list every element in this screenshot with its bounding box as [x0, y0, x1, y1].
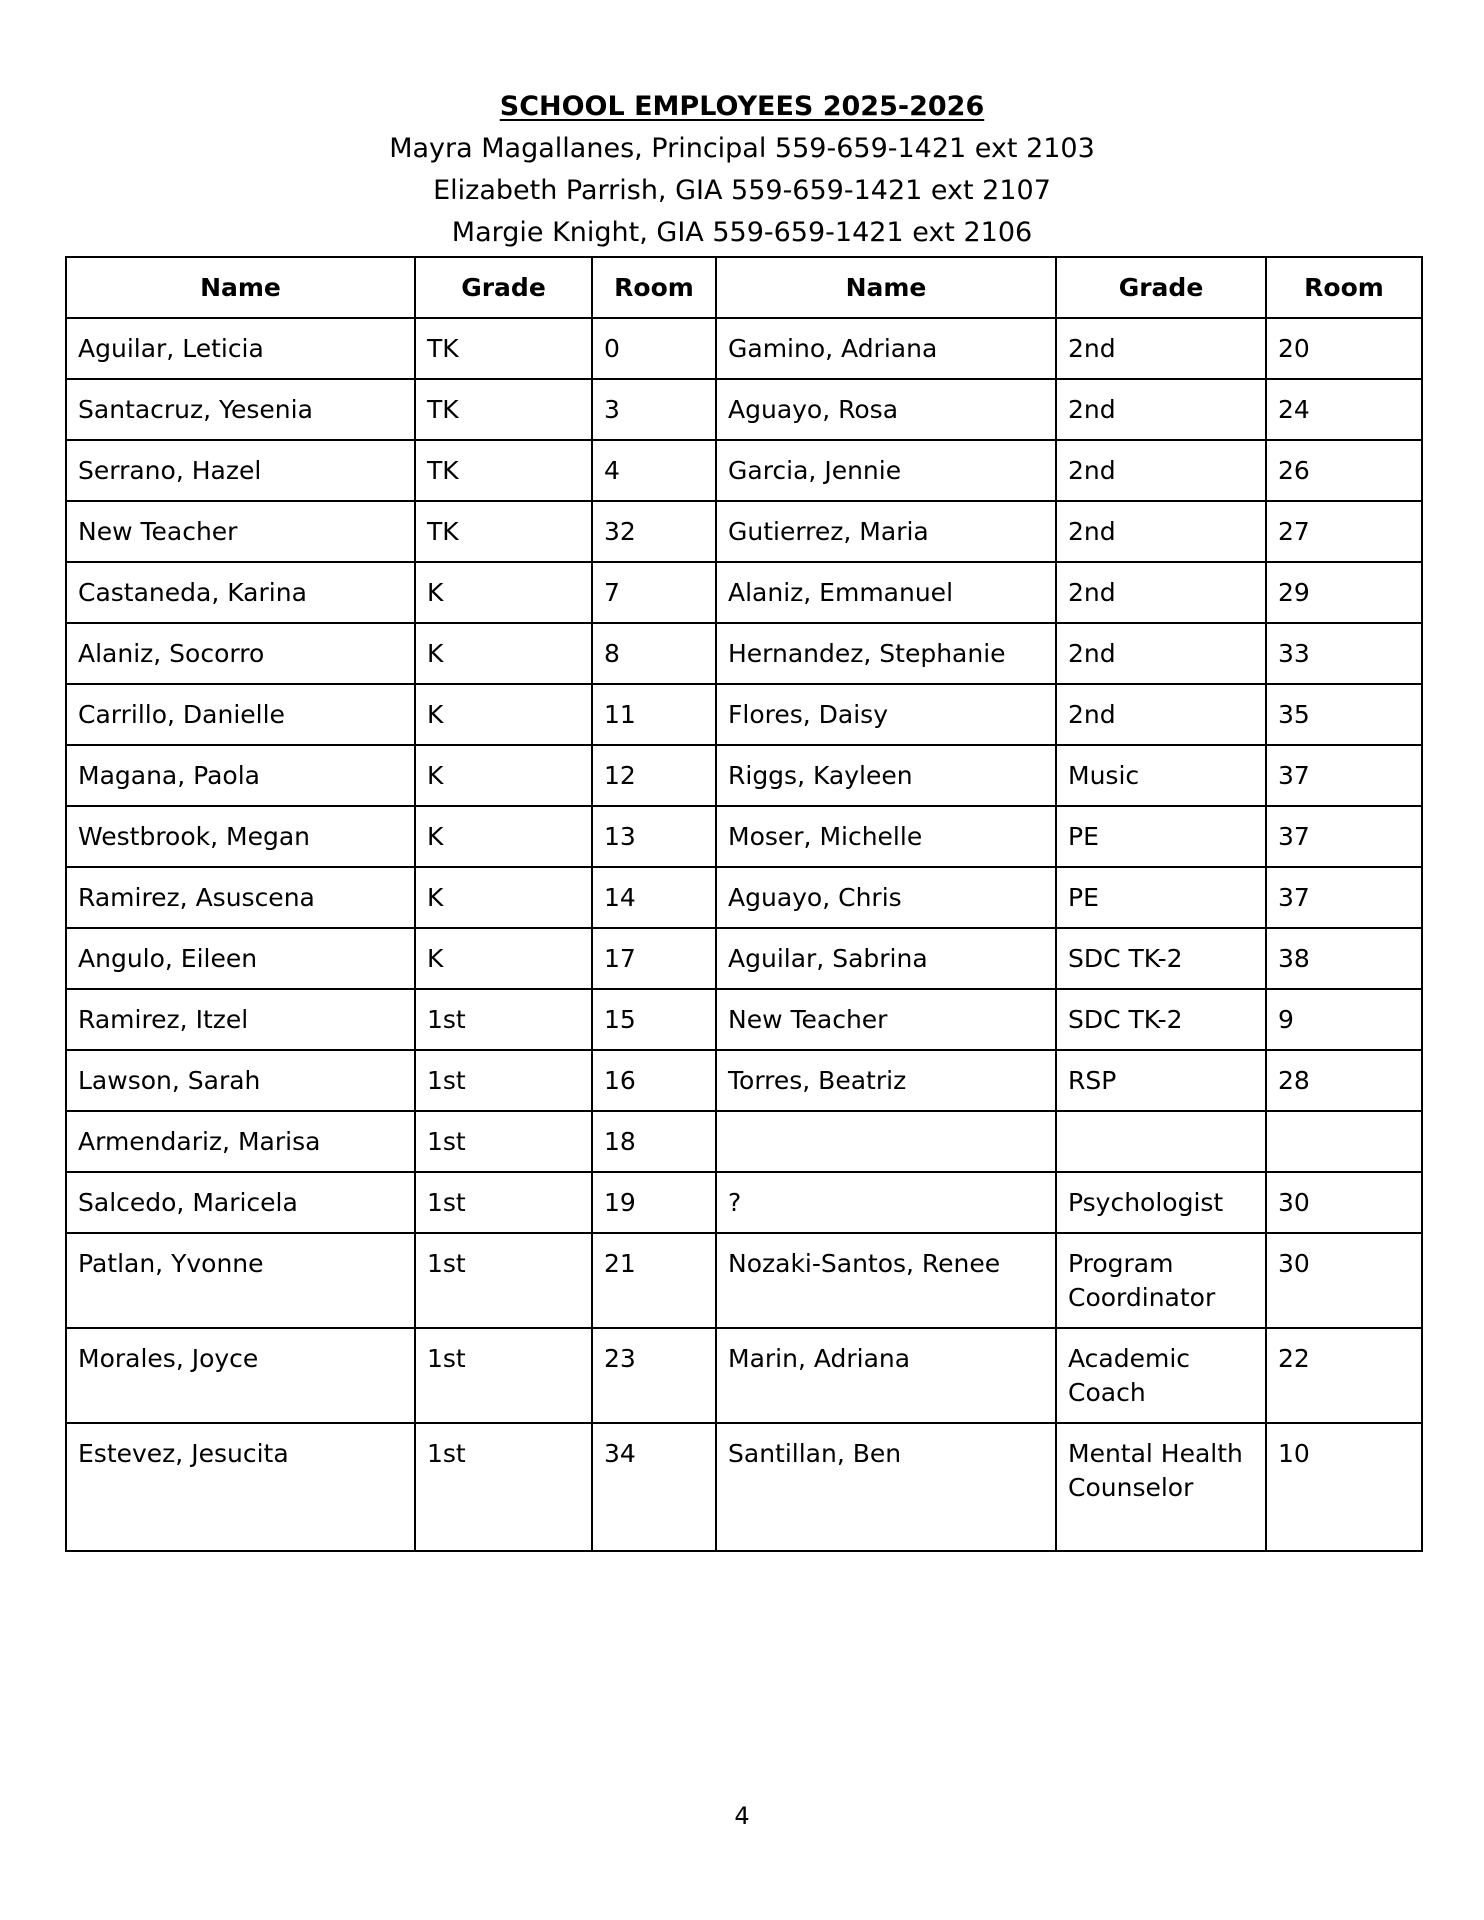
cell-grade: SDC TK-2 [1056, 928, 1266, 989]
cell-room: 29 [1266, 562, 1422, 623]
cell-room: 23 [592, 1328, 716, 1423]
cell-grade: Mental Health Counselor [1056, 1423, 1266, 1551]
cell-room: 37 [1266, 745, 1422, 806]
cell-grade: TK [415, 501, 592, 562]
cell-room: 37 [1266, 806, 1422, 867]
document-header [0, 86, 1484, 254]
cell-name [716, 1111, 1056, 1172]
table-row [66, 989, 1422, 1050]
table-row [66, 684, 1422, 745]
cell-room: 13 [592, 806, 716, 867]
cell-grade: 1st [415, 1233, 592, 1328]
cell-name: Gamino, Adriana [716, 318, 1056, 379]
cell-grade: 2nd [1056, 318, 1266, 379]
cell-grade: 1st [415, 1050, 592, 1111]
cell-room: 37 [1266, 867, 1422, 928]
table-row [66, 1233, 1422, 1328]
page-title: SCHOOL EMPLOYEES 2025-2026 [499, 91, 985, 122]
cell-grade: 1st [415, 1423, 592, 1551]
cell-grade: Academic Coach [1056, 1328, 1266, 1423]
cell-name: Riggs, Kayleen [716, 745, 1056, 806]
cell-grade: 1st [415, 1172, 592, 1233]
cell-name: Magana, Paola [66, 745, 415, 806]
table-row [66, 1111, 1422, 1172]
cell-name: Westbrook, Megan [66, 806, 415, 867]
cell-name: Morales, Joyce [66, 1328, 415, 1423]
cell-room: 32 [592, 501, 716, 562]
cell-grade: TK [415, 379, 592, 440]
column-header-room: Room [1266, 257, 1422, 318]
cell-grade: K [415, 623, 592, 684]
cell-room: 15 [592, 989, 716, 1050]
cell-name: Ramirez, Itzel [66, 989, 415, 1050]
cell-grade: 1st [415, 1111, 592, 1172]
cell-room: 19 [592, 1172, 716, 1233]
table-row [66, 318, 1422, 379]
table-row [66, 928, 1422, 989]
cell-name: Nozaki-Santos, Renee [716, 1233, 1056, 1328]
cell-name: Ramirez, Asuscena [66, 867, 415, 928]
cell-room: 24 [1266, 379, 1422, 440]
cell-room: 16 [592, 1050, 716, 1111]
cell-room: 10 [1266, 1423, 1422, 1551]
table-row [66, 1050, 1422, 1111]
table-row [66, 379, 1422, 440]
cell-room: 38 [1266, 928, 1422, 989]
cell-grade: TK [415, 440, 592, 501]
gia-contact-parrish: Elizabeth Parrish, GIA 559-659-1421 ext 2107 [433, 175, 1051, 206]
cell-name: ? [716, 1172, 1056, 1233]
column-header-grade: Grade [1056, 257, 1266, 318]
cell-name: Serrano, Hazel [66, 440, 415, 501]
cell-room: 14 [592, 867, 716, 928]
cell-grade: K [415, 806, 592, 867]
cell-grade: SDC TK-2 [1056, 989, 1266, 1050]
cell-name: Angulo, Eileen [66, 928, 415, 989]
cell-grade [1056, 1111, 1266, 1172]
cell-room: 7 [592, 562, 716, 623]
cell-room: 30 [1266, 1233, 1422, 1328]
cell-room: 26 [1266, 440, 1422, 501]
table-row [66, 867, 1422, 928]
cell-grade: 2nd [1056, 684, 1266, 745]
column-header-grade: Grade [415, 257, 592, 318]
table-row [66, 623, 1422, 684]
table-header-row [66, 257, 1422, 318]
cell-grade: K [415, 867, 592, 928]
cell-room: 17 [592, 928, 716, 989]
column-header-name: Name [66, 257, 415, 318]
cell-grade: 2nd [1056, 562, 1266, 623]
cell-room: 0 [592, 318, 716, 379]
table-body [66, 318, 1422, 1551]
cell-grade: TK [415, 318, 592, 379]
cell-room: 33 [1266, 623, 1422, 684]
cell-name: Alaniz, Socorro [66, 623, 415, 684]
cell-name: Marin, Adriana [716, 1328, 1056, 1423]
cell-room: 21 [592, 1233, 716, 1328]
cell-room: 34 [592, 1423, 716, 1551]
cell-name: Carrillo, Danielle [66, 684, 415, 745]
employee-table [65, 256, 1423, 1552]
table-row [66, 562, 1422, 623]
cell-name: Salcedo, Maricela [66, 1172, 415, 1233]
cell-name: Castaneda, Karina [66, 562, 415, 623]
table-row [66, 1172, 1422, 1233]
cell-name: Gutierrez, Maria [716, 501, 1056, 562]
cell-name: Aguilar, Sabrina [716, 928, 1056, 989]
column-header-name: Name [716, 257, 1056, 318]
cell-name: Alaniz, Emmanuel [716, 562, 1056, 623]
cell-name: New Teacher [716, 989, 1056, 1050]
cell-room: 3 [592, 379, 716, 440]
cell-room: 12 [592, 745, 716, 806]
cell-grade: 1st [415, 989, 592, 1050]
cell-grade: K [415, 745, 592, 806]
column-header-room: Room [592, 257, 716, 318]
cell-name: Moser, Michelle [716, 806, 1056, 867]
cell-room: 4 [592, 440, 716, 501]
cell-name: Estevez, Jesucita [66, 1423, 415, 1551]
cell-name: Aguayo, Chris [716, 867, 1056, 928]
table-row [66, 440, 1422, 501]
cell-name: Santillan, Ben [716, 1423, 1056, 1551]
cell-room: 30 [1266, 1172, 1422, 1233]
cell-grade: Music [1056, 745, 1266, 806]
page-number: 4 [734, 1802, 750, 1830]
cell-room: 11 [592, 684, 716, 745]
cell-name: Patlan, Yvonne [66, 1233, 415, 1328]
cell-name: Santacruz, Yesenia [66, 379, 415, 440]
cell-name: Aguilar, Leticia [66, 318, 415, 379]
cell-room: 22 [1266, 1328, 1422, 1423]
table-row [66, 501, 1422, 562]
table-row [66, 806, 1422, 867]
cell-grade: 2nd [1056, 440, 1266, 501]
cell-name: Lawson, Sarah [66, 1050, 415, 1111]
cell-name: Aguayo, Rosa [716, 379, 1056, 440]
table-row [66, 745, 1422, 806]
cell-grade: 2nd [1056, 501, 1266, 562]
cell-name: New Teacher [66, 501, 415, 562]
cell-grade: PE [1056, 867, 1266, 928]
cell-room: 8 [592, 623, 716, 684]
table-row [66, 1423, 1422, 1551]
cell-name: Hernandez, Stephanie [716, 623, 1056, 684]
cell-room: 28 [1266, 1050, 1422, 1111]
cell-grade: Psychologist [1056, 1172, 1266, 1233]
cell-name: Torres, Beatriz [716, 1050, 1056, 1111]
cell-grade: 1st [415, 1328, 592, 1423]
cell-room [1266, 1111, 1422, 1172]
cell-room: 27 [1266, 501, 1422, 562]
cell-grade: K [415, 562, 592, 623]
cell-name: Flores, Daisy [716, 684, 1056, 745]
cell-room: 18 [592, 1111, 716, 1172]
cell-room: 20 [1266, 318, 1422, 379]
cell-grade: K [415, 928, 592, 989]
cell-grade: Program Coordinator [1056, 1233, 1266, 1328]
cell-name: Armendariz, Marisa [66, 1111, 415, 1172]
cell-name: Garcia, Jennie [716, 440, 1056, 501]
cell-grade: K [415, 684, 592, 745]
gia-contact-knight: Margie Knight, GIA 559-659-1421 ext 2106 [451, 217, 1033, 248]
table-row [66, 1328, 1422, 1423]
cell-grade: RSP [1056, 1050, 1266, 1111]
cell-grade: PE [1056, 806, 1266, 867]
principal-contact: Mayra Magallanes, Principal 559-659-1421 ext 2103 [389, 133, 1095, 164]
cell-room: 9 [1266, 989, 1422, 1050]
cell-room: 35 [1266, 684, 1422, 745]
cell-grade: 2nd [1056, 623, 1266, 684]
cell-grade: 2nd [1056, 379, 1266, 440]
